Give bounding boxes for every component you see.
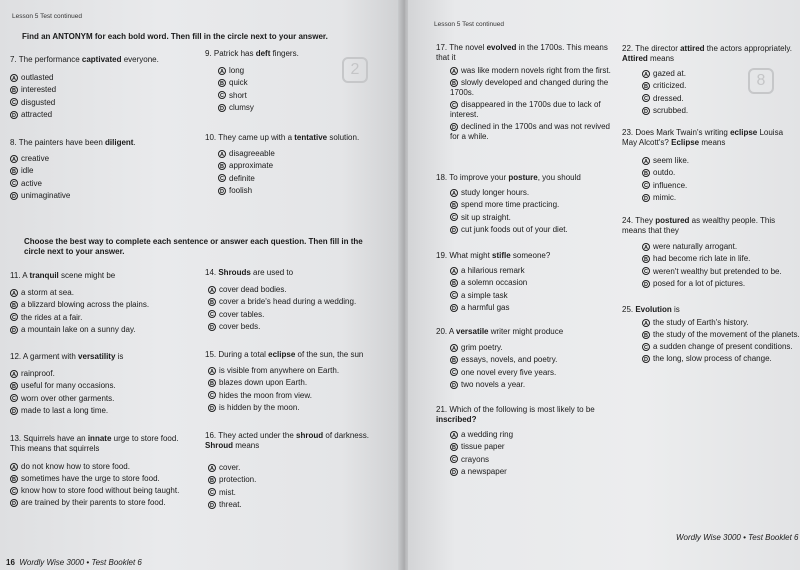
answer-text: unimaginative	[21, 190, 71, 200]
answer-text: attracted	[21, 109, 53, 119]
antonym-instructions: Find an ANTONYM for each bold word. Then fill in the circle next to your answer.	[22, 32, 328, 41]
answer-option[interactable]	[450, 429, 615, 441]
answer-text: spend more time practicing.	[461, 200, 560, 210]
answer-bubble-icon[interactable]: C	[450, 213, 458, 221]
answer-option[interactable]	[218, 185, 388, 197]
answer-text: rainproof.	[21, 369, 55, 378]
answer-bubble-icon[interactable]: B	[10, 475, 18, 483]
q19-options	[450, 265, 615, 314]
answer-option[interactable]	[10, 190, 180, 202]
q23-options	[642, 155, 792, 204]
answer-bubble-icon[interactable]: C	[642, 267, 650, 275]
q13-options	[10, 462, 190, 510]
answer-text: cover tables.	[219, 309, 265, 319]
answer-text: tissue paper	[461, 442, 505, 452]
answer-bubble-icon[interactable]: C	[642, 94, 650, 102]
answer-text: creative	[21, 154, 50, 163]
question-15: 15. During a total eclipse of the sun, the sun	[205, 350, 364, 359]
question-7: 7. The performance captivated everyone.	[10, 55, 159, 64]
answer-text: essays, novels, and poetry.	[461, 355, 558, 365]
q17-options	[450, 66, 615, 144]
answer-option[interactable]	[10, 462, 190, 472]
answer-text: outdo.	[653, 168, 676, 178]
answer-text: cover.	[219, 463, 241, 472]
answer-option[interactable]	[450, 466, 615, 478]
answer-option[interactable]	[10, 178, 180, 190]
answer-option[interactable]	[10, 109, 180, 121]
answer-option[interactable]	[642, 180, 792, 192]
answer-bubble-icon[interactable]: C	[208, 488, 216, 496]
answer-option[interactable]	[10, 165, 180, 177]
question-18: 18. To improve your posture, you should	[436, 173, 581, 182]
answer-bubble-icon[interactable]: B	[10, 167, 18, 175]
answer-text: the study of the movement of the planets.	[653, 330, 800, 339]
answer-option[interactable]	[10, 405, 195, 417]
answer-option[interactable]	[642, 192, 792, 204]
question-12: 12. A garment with versatility is	[10, 352, 124, 361]
question-24: 24. They postured as wealthy people. This means that they	[622, 216, 776, 235]
answer-option[interactable]	[10, 287, 195, 299]
answer-option[interactable]	[10, 474, 190, 484]
answer-text: the long, slow process of change.	[653, 354, 772, 363]
answer-option[interactable]	[450, 290, 615, 302]
answer-bubble-icon[interactable]: D	[642, 280, 650, 288]
answer-option[interactable]	[208, 377, 398, 389]
answer-text: was like modern novels right from the first.	[461, 66, 611, 75]
q7-options	[10, 72, 180, 121]
answer-bubble-icon[interactable]: C	[10, 313, 18, 321]
answer-bubble-icon[interactable]: D	[218, 187, 226, 195]
answer-option[interactable]	[208, 296, 398, 308]
answer-bubble-icon[interactable]: C	[450, 291, 458, 299]
answer-option[interactable]	[450, 212, 615, 224]
answer-text: a solemn occasion	[461, 278, 528, 288]
answer-option[interactable]	[10, 393, 195, 405]
answer-bubble-icon[interactable]: D	[10, 499, 18, 507]
answer-bubble-icon[interactable]: D	[10, 111, 18, 119]
right-footer: Wordly Wise 3000 • Test Booklet 6	[676, 533, 799, 542]
answer-bubble-icon[interactable]: A	[208, 464, 216, 472]
q15-options	[208, 365, 398, 414]
question-22: 22. The director attired the actors appropriately. Attired means	[622, 44, 793, 63]
answer-option[interactable]	[218, 77, 388, 89]
answer-text: posed for a lot of pictures.	[653, 278, 746, 288]
answer-bubble-icon[interactable]: B	[642, 255, 650, 263]
answer-bubble-icon[interactable]: A	[642, 243, 650, 251]
answer-bubble-icon[interactable]: D	[208, 501, 216, 509]
answer-text: had become rich late in life.	[653, 254, 751, 264]
answer-bubble-icon[interactable]: C	[642, 181, 650, 189]
answer-bubble-icon[interactable]: A	[208, 367, 216, 375]
answer-text: definite	[229, 173, 255, 183]
answer-option[interactable]	[642, 342, 800, 352]
answer-text: outlasted	[21, 73, 54, 82]
answer-bubble-icon[interactable]: B	[208, 476, 216, 484]
answer-option[interactable]	[642, 80, 792, 92]
answer-bubble-icon[interactable]: A	[10, 74, 18, 82]
right-page	[408, 0, 800, 570]
section-number-watermark-icon: 2	[342, 57, 368, 83]
left-header: Lesson 5 Test continued	[12, 13, 82, 20]
answer-option[interactable]	[642, 105, 792, 117]
question-20: 20. A versatile writer might produce	[436, 327, 564, 336]
answer-text: made to last a long time.	[21, 405, 109, 415]
answer-option[interactable]	[218, 173, 388, 185]
answer-text: weren't wealthy but pretended to be.	[653, 266, 782, 276]
answer-text: worn over other garments.	[21, 393, 115, 403]
answer-bubble-icon[interactable]: C	[208, 391, 216, 399]
answer-bubble-icon[interactable]: D	[450, 226, 458, 234]
answer-text: disappeared in the 1700s due to lack of interest.	[450, 100, 601, 119]
answer-option[interactable]	[450, 224, 615, 236]
answer-option[interactable]	[450, 354, 615, 366]
question-14: 14. Shrouds are used to	[205, 268, 294, 277]
answer-option[interactable]	[450, 265, 615, 277]
answer-bubble-icon[interactable]: A	[642, 70, 650, 78]
answer-bubble-icon[interactable]: B	[642, 169, 650, 177]
answer-option[interactable]	[208, 462, 388, 474]
answer-bubble-icon[interactable]: A	[208, 286, 216, 294]
answer-option[interactable]	[208, 499, 388, 511]
answer-text: a hilarious remark	[461, 266, 525, 275]
answer-text: study longer hours.	[461, 188, 530, 197]
answer-bubble-icon[interactable]: D	[218, 104, 226, 112]
answer-bubble-icon[interactable]: B	[450, 356, 458, 364]
question-8: 8. The painters have been diligent.	[10, 138, 136, 147]
answer-bubble-icon[interactable]: D	[450, 381, 458, 389]
q8-options	[10, 153, 180, 202]
answer-bubble-icon[interactable]: C	[642, 343, 650, 351]
answer-text: a storm at sea.	[21, 288, 74, 297]
answer-option[interactable]	[642, 330, 800, 340]
answer-text: active	[21, 178, 42, 188]
answer-bubble-icon[interactable]: C	[450, 101, 458, 109]
answer-option[interactable]	[10, 299, 195, 311]
answer-text: declined in the 1700s and was not revived for a while.	[450, 122, 610, 141]
answer-option[interactable]	[208, 487, 388, 499]
answer-text: sometimes have the urge to store food.	[21, 474, 160, 483]
answer-bubble-icon[interactable]: B	[218, 79, 226, 87]
completion-instructions: Choose the best way to complete each sentence or answer each question. Then fill in the circle next to your answer.	[24, 237, 363, 256]
answer-text: cover a bride's head during a wedding.	[219, 297, 357, 307]
answer-bubble-icon[interactable]: B	[10, 301, 18, 309]
answer-text: disagreeable	[229, 149, 275, 158]
answer-text: cut junk foods out of your diet.	[461, 224, 568, 234]
answer-bubble-icon[interactable]: D	[642, 194, 650, 202]
answer-bubble-icon[interactable]: C	[450, 368, 458, 376]
answer-option[interactable]	[450, 277, 615, 289]
answer-text: is visible from anywhere on Earth.	[219, 366, 340, 375]
answer-bubble-icon[interactable]: D	[10, 407, 18, 415]
answer-option[interactable]	[208, 390, 398, 402]
answer-bubble-icon[interactable]: A	[450, 189, 458, 197]
answer-bubble-icon[interactable]: D	[450, 123, 458, 131]
answer-text: blazes down upon Earth.	[219, 378, 308, 388]
answer-bubble-icon[interactable]: D	[10, 326, 18, 334]
answer-text: clumsy	[229, 102, 254, 112]
answer-bubble-icon[interactable]: C	[10, 98, 18, 106]
question-17: 17. The novel evolved in the 1700s. This means that it	[436, 43, 608, 62]
answer-option[interactable]	[450, 122, 615, 142]
answer-bubble-icon[interactable]: C	[218, 174, 226, 182]
question-10: 10. They came up with a tentative solution.	[205, 133, 360, 142]
answer-option[interactable]	[10, 84, 180, 96]
answer-text: two novels a year.	[461, 379, 526, 389]
answer-bubble-icon[interactable]: A	[642, 157, 650, 165]
q16-options	[208, 462, 388, 511]
question-16: 16. They acted under the shroud of darkness. Shroud means	[205, 431, 369, 450]
answer-text: idle	[21, 166, 34, 176]
answer-bubble-icon[interactable]: C	[10, 394, 18, 402]
answer-bubble-icon[interactable]: B	[10, 86, 18, 94]
answer-text: one novel every five years.	[461, 367, 557, 377]
answer-option[interactable]	[450, 342, 615, 354]
answer-bubble-icon[interactable]: B	[208, 298, 216, 306]
answer-bubble-icon[interactable]: A	[450, 267, 458, 275]
answer-text: foolish	[229, 185, 253, 195]
answer-text: are trained by their parents to store food.	[21, 498, 166, 507]
answer-bubble-icon[interactable]: B	[450, 279, 458, 287]
q21-options	[450, 429, 615, 478]
answer-text: cover beds.	[219, 321, 261, 331]
answer-text: a blizzard blowing across the plains.	[21, 300, 150, 310]
answer-option[interactable]	[218, 148, 388, 160]
answer-bubble-icon[interactable]: B	[450, 201, 458, 209]
answer-text: interested	[21, 85, 57, 95]
section-number-watermark-icon: 8	[748, 68, 774, 94]
q24-options	[642, 241, 800, 290]
answer-bubble-icon[interactable]: C	[450, 455, 458, 463]
right-header: Lesson 5 Test continued	[434, 21, 504, 28]
answer-option[interactable]	[10, 498, 190, 508]
q22-options	[642, 68, 792, 117]
answer-text: dressed.	[653, 93, 684, 103]
answer-bubble-icon[interactable]: C	[10, 179, 18, 187]
answer-bubble-icon[interactable]: C	[10, 487, 18, 495]
answer-text: criticized.	[653, 81, 687, 91]
answer-option[interactable]	[642, 354, 800, 364]
answer-option[interactable]	[642, 93, 792, 105]
answer-option[interactable]	[450, 100, 615, 120]
answer-option[interactable]	[10, 72, 180, 84]
answer-text: a simple task	[461, 290, 508, 300]
answer-option[interactable]	[642, 68, 792, 80]
answer-bubble-icon[interactable]: A	[450, 431, 458, 439]
answer-bubble-icon[interactable]: D	[10, 192, 18, 200]
question-25: 25. Evolution is	[622, 305, 680, 314]
answer-option[interactable]	[208, 284, 398, 296]
q20-options	[450, 342, 615, 391]
answer-option[interactable]	[450, 78, 615, 98]
answer-option[interactable]	[208, 474, 388, 486]
answer-text: slowly developed and changed during the 1700s.	[450, 78, 609, 97]
question-21: 21. Which of the following is most likely to be inscribed?	[436, 405, 595, 424]
question-13: 13. Squirrels have an innate urge to store food. This means that squirrels	[10, 434, 179, 453]
answer-bubble-icon[interactable]: C	[208, 310, 216, 318]
answer-bubble-icon[interactable]: A	[450, 344, 458, 352]
answer-text: a newspaper	[461, 466, 507, 476]
answer-option[interactable]	[450, 454, 615, 466]
answer-text: protection.	[219, 475, 257, 485]
answer-option[interactable]	[218, 160, 388, 172]
answer-option[interactable]	[10, 153, 180, 165]
answer-bubble-icon[interactable]: D	[208, 323, 216, 331]
answer-option[interactable]	[208, 365, 398, 377]
answer-text: cover dead bodies.	[219, 285, 287, 294]
answer-bubble-icon[interactable]: B	[208, 379, 216, 387]
answer-bubble-icon[interactable]: A	[10, 289, 18, 297]
answer-option[interactable]	[450, 187, 615, 199]
answer-option[interactable]	[218, 102, 388, 114]
q11-options	[10, 287, 195, 336]
answer-text: were naturally arrogant.	[653, 242, 738, 251]
answer-text: a sudden change of present conditions.	[653, 342, 793, 351]
answer-option[interactable]	[218, 90, 388, 102]
answer-bubble-icon[interactable]: B	[218, 162, 226, 170]
answer-bubble-icon[interactable]: A	[218, 150, 226, 158]
answer-bubble-icon[interactable]: D	[208, 404, 216, 412]
answer-option[interactable]	[10, 486, 190, 496]
answer-bubble-icon[interactable]: C	[218, 91, 226, 99]
answer-text: quick	[229, 78, 248, 88]
answer-text: seem like.	[653, 156, 690, 165]
q9-options	[218, 65, 388, 114]
answer-option[interactable]	[10, 97, 180, 109]
answer-option[interactable]	[642, 318, 800, 328]
question-23: 23. Does Mark Twain's writing eclipse Louisa May Alcott's? Eclipse means	[622, 128, 784, 147]
answer-option[interactable]	[642, 266, 800, 278]
answer-option[interactable]	[450, 66, 615, 76]
answer-bubble-icon[interactable]: A	[10, 463, 18, 471]
question-11: 11. A tranquil scene might be	[10, 271, 116, 280]
answer-text: crayons	[461, 454, 490, 464]
answer-text: the rides at a fair.	[21, 312, 83, 322]
answer-text: the study of Earth's history.	[653, 318, 749, 327]
answer-text: long	[229, 66, 245, 75]
answer-option[interactable]	[642, 155, 792, 167]
answer-bubble-icon[interactable]: D	[642, 355, 650, 363]
answer-option[interactable]	[450, 199, 615, 211]
answer-text: scrubbed.	[653, 105, 689, 115]
answer-text: a wedding ring	[461, 430, 514, 439]
answer-text: mimic.	[653, 192, 677, 202]
answer-bubble-icon[interactable]: B	[642, 82, 650, 90]
answer-text: a mountain lake on a sunny day.	[21, 324, 136, 334]
answer-option[interactable]	[450, 379, 615, 391]
answer-text: sit up straight.	[461, 212, 511, 222]
answer-option[interactable]	[642, 253, 800, 265]
answer-text: useful for many occasions.	[21, 381, 116, 391]
question-9: 9. Patrick has deft fingers.	[205, 49, 299, 58]
answer-bubble-icon[interactable]: A	[450, 67, 458, 75]
answer-bubble-icon[interactable]: D	[450, 468, 458, 476]
answer-bubble-icon[interactable]: D	[450, 304, 458, 312]
answer-bubble-icon[interactable]: B	[642, 331, 650, 339]
answer-text: threat.	[219, 499, 242, 509]
answer-text: know how to store food without being taught.	[21, 486, 180, 495]
answer-text: is hidden by the moon.	[219, 402, 300, 412]
answer-bubble-icon[interactable]: A	[218, 67, 226, 75]
answer-bubble-icon[interactable]: A	[642, 319, 650, 327]
answer-option[interactable]	[642, 278, 800, 290]
answer-bubble-icon[interactable]: B	[10, 382, 18, 390]
answer-bubble-icon[interactable]: B	[450, 443, 458, 451]
answer-text: a harmful gas	[461, 302, 510, 312]
answer-text: approximate	[229, 161, 274, 171]
answer-option[interactable]	[10, 368, 195, 380]
answer-bubble-icon[interactable]: A	[10, 370, 18, 378]
answer-text: short	[229, 90, 247, 100]
answer-text: mist.	[219, 487, 236, 497]
answer-text: hides the moon from view.	[219, 390, 312, 400]
answer-option[interactable]	[10, 312, 195, 324]
answer-option[interactable]	[208, 309, 398, 321]
answer-option[interactable]	[10, 380, 195, 392]
answer-text: gazed at.	[653, 69, 686, 78]
answer-text: influence.	[653, 180, 688, 190]
answer-option[interactable]	[450, 441, 615, 453]
answer-option[interactable]	[208, 402, 398, 414]
answer-option[interactable]	[10, 324, 195, 336]
answer-option[interactable]	[450, 367, 615, 379]
q25-options	[642, 318, 800, 366]
q18-options	[450, 187, 615, 236]
answer-bubble-icon[interactable]: D	[642, 107, 650, 115]
answer-option[interactable]	[208, 321, 398, 333]
q12-options	[10, 368, 195, 417]
answer-text: grim poetry.	[461, 343, 503, 352]
answer-option[interactable]	[218, 65, 388, 77]
answer-option[interactable]	[450, 302, 615, 314]
answer-option[interactable]	[642, 167, 792, 179]
answer-bubble-icon[interactable]: A	[10, 155, 18, 163]
q10-options	[218, 148, 388, 197]
answer-text: disgusted	[21, 97, 56, 107]
question-19: 19. What might stifle someone?	[436, 251, 551, 260]
q14-options	[208, 284, 398, 333]
answer-bubble-icon[interactable]: B	[450, 79, 458, 87]
answer-text: do not know how to store food.	[21, 462, 130, 471]
answer-option[interactable]	[642, 241, 800, 253]
left-footer: 16 Wordly Wise 3000 • Test Booklet 6	[6, 558, 142, 567]
